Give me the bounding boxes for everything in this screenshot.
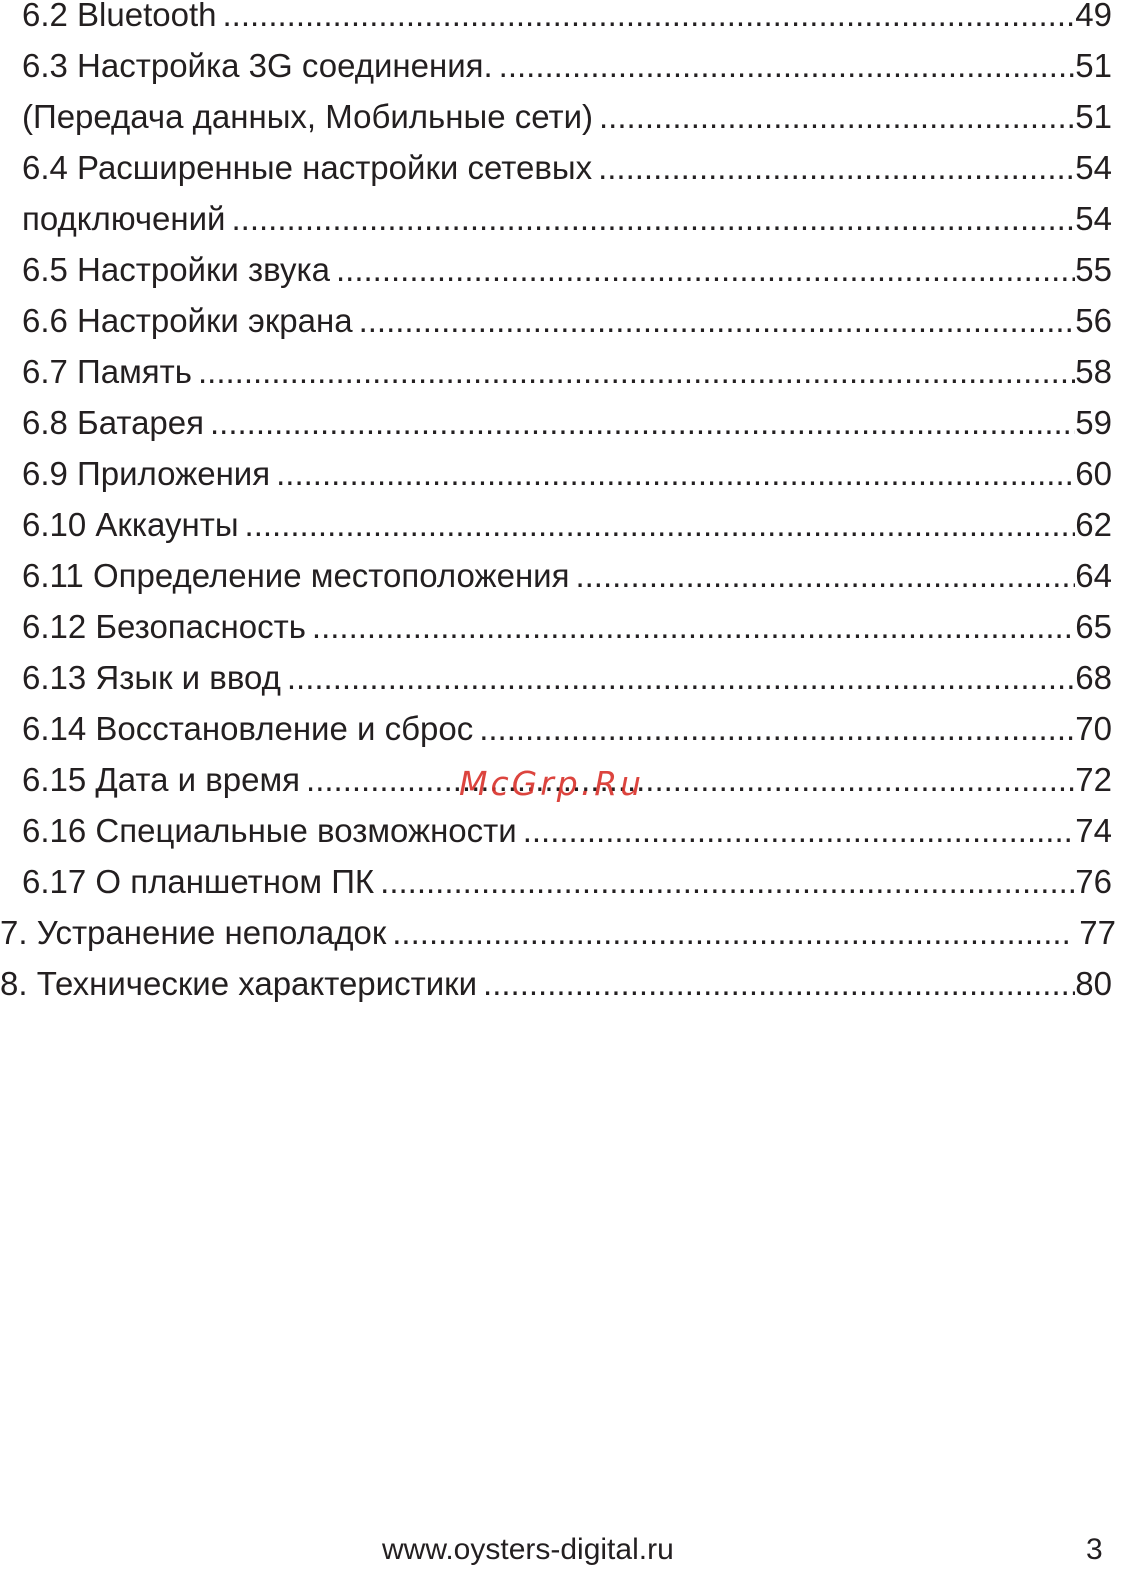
toc-entry-title: 6.15 Дата и время [22,761,301,798]
toc-entry-page: 76 [1075,863,1112,900]
toc-leader-dots [336,250,1075,290]
toc-entry-title: 6.12 Безопасность [22,608,306,645]
toc-entry-title: 8. Технические характеристики [0,965,478,1002]
toc-entry-page: 58 [1075,353,1112,390]
toc-entry-title: 6.6 Настройки экрана [22,302,353,339]
toc-entry [0,800,1112,851]
toc-entry-title: 6.10 Аккаунты [22,506,239,543]
toc-entry-title: 6.7 Память [22,353,192,390]
toc-entry-title: 6.4 Расширенные настройки сетевых [22,149,593,186]
toc-entry-title: 6.2 Bluetooth [22,0,217,33]
toc-leader-dots [499,46,1076,86]
toc-entry-page: 74 [1075,812,1112,849]
toc-entry [0,545,1112,596]
toc-entry [0,35,1112,86]
toc-entry [0,239,1112,290]
toc-entry-page: 77 [1070,914,1116,951]
toc-entry [0,953,1112,1004]
toc-leader-dots [523,811,1076,851]
toc-entry-title: 6.14 Восстановление и сброс [22,710,474,747]
toc-entry-title: (Передача данных, Мобильные сети) [22,98,594,135]
toc-entry [0,341,1112,392]
toc-leader-dots [598,148,1075,188]
toc-entry [0,902,1116,953]
toc-entry [0,290,1112,341]
toc-entry-title: 6.13 Язык и ввод [22,659,281,696]
toc-leader-dots [306,760,1075,800]
toc-leader-dots [245,505,1076,545]
toc-entry-title: 6.3 Настройка 3G соединения. [22,47,493,84]
toc-entry-page: 60 [1075,455,1112,492]
toc-leader-dots [483,964,1075,1004]
toc-entry [0,443,1112,494]
toc-leader-dots [276,454,1075,494]
toc-entry-page: 51 [1075,98,1112,135]
toc-entry [0,137,1112,188]
toc-entry [0,596,1112,647]
toc-leader-dots [198,352,1075,392]
toc-entry-page: 62 [1075,506,1112,543]
toc-entry [0,188,1112,239]
toc-leader-dots [479,709,1075,749]
toc-entry [0,86,1112,137]
toc-entry [0,647,1112,698]
toc-entry [0,392,1112,443]
toc-entry [0,0,1112,35]
toc-entry-page: 68 [1075,659,1112,696]
toc-leader-dots [210,403,1075,443]
toc-entry-title: 6.5 Настройки звука [22,251,330,288]
toc-entry-title: 6.11 Определение местоположения [22,557,570,594]
toc-entry-page: 54 [1075,149,1112,186]
toc-entry-page: 54 [1075,200,1112,237]
toc-entry-page: 55 [1075,251,1112,288]
toc-entry-page: 51 [1075,47,1112,84]
toc-entry-title: 6.9 Приложения [22,455,271,492]
toc-entry-title: 7. Устранение неполадок [0,914,387,951]
toc-entry [0,494,1112,545]
toc-entry-page: 56 [1075,302,1112,339]
toc-entry-title: 6.17 О планшетном ПК [22,863,375,900]
toc-leader-dots [287,658,1075,698]
toc-leader-dots [599,97,1075,137]
watermark-text: McGrp.Ru [459,764,645,803]
toc-leader-dots [312,607,1075,647]
toc-leader-dots [380,862,1075,902]
footer-website-url: www.oysters-digital.ru [382,1533,674,1566]
page-number: 3 [1086,1533,1103,1566]
toc-entry-title: 6.16 Специальные возможности [22,812,517,849]
toc-entry-page: 65 [1075,608,1112,645]
toc-entry-page: 64 [1075,557,1112,594]
toc-entry [0,698,1112,749]
toc-entry-page: 59 [1075,404,1112,441]
toc-leader-dots [392,913,1070,953]
toc-entry-page: 80 [1075,965,1112,1002]
toc-entry-title: подключений [22,200,226,237]
toc-leader-dots [231,199,1075,239]
toc-entry-page: 70 [1075,710,1112,747]
toc-leader-dots [575,556,1075,596]
toc-entry-title: 6.8 Батарея [22,404,204,441]
toc-entry-page: 49 [1075,0,1112,33]
toc-entry [0,851,1112,902]
toc-entry-page: 72 [1075,761,1112,798]
toc-leader-dots [359,301,1076,341]
toc-leader-dots [223,0,1076,35]
